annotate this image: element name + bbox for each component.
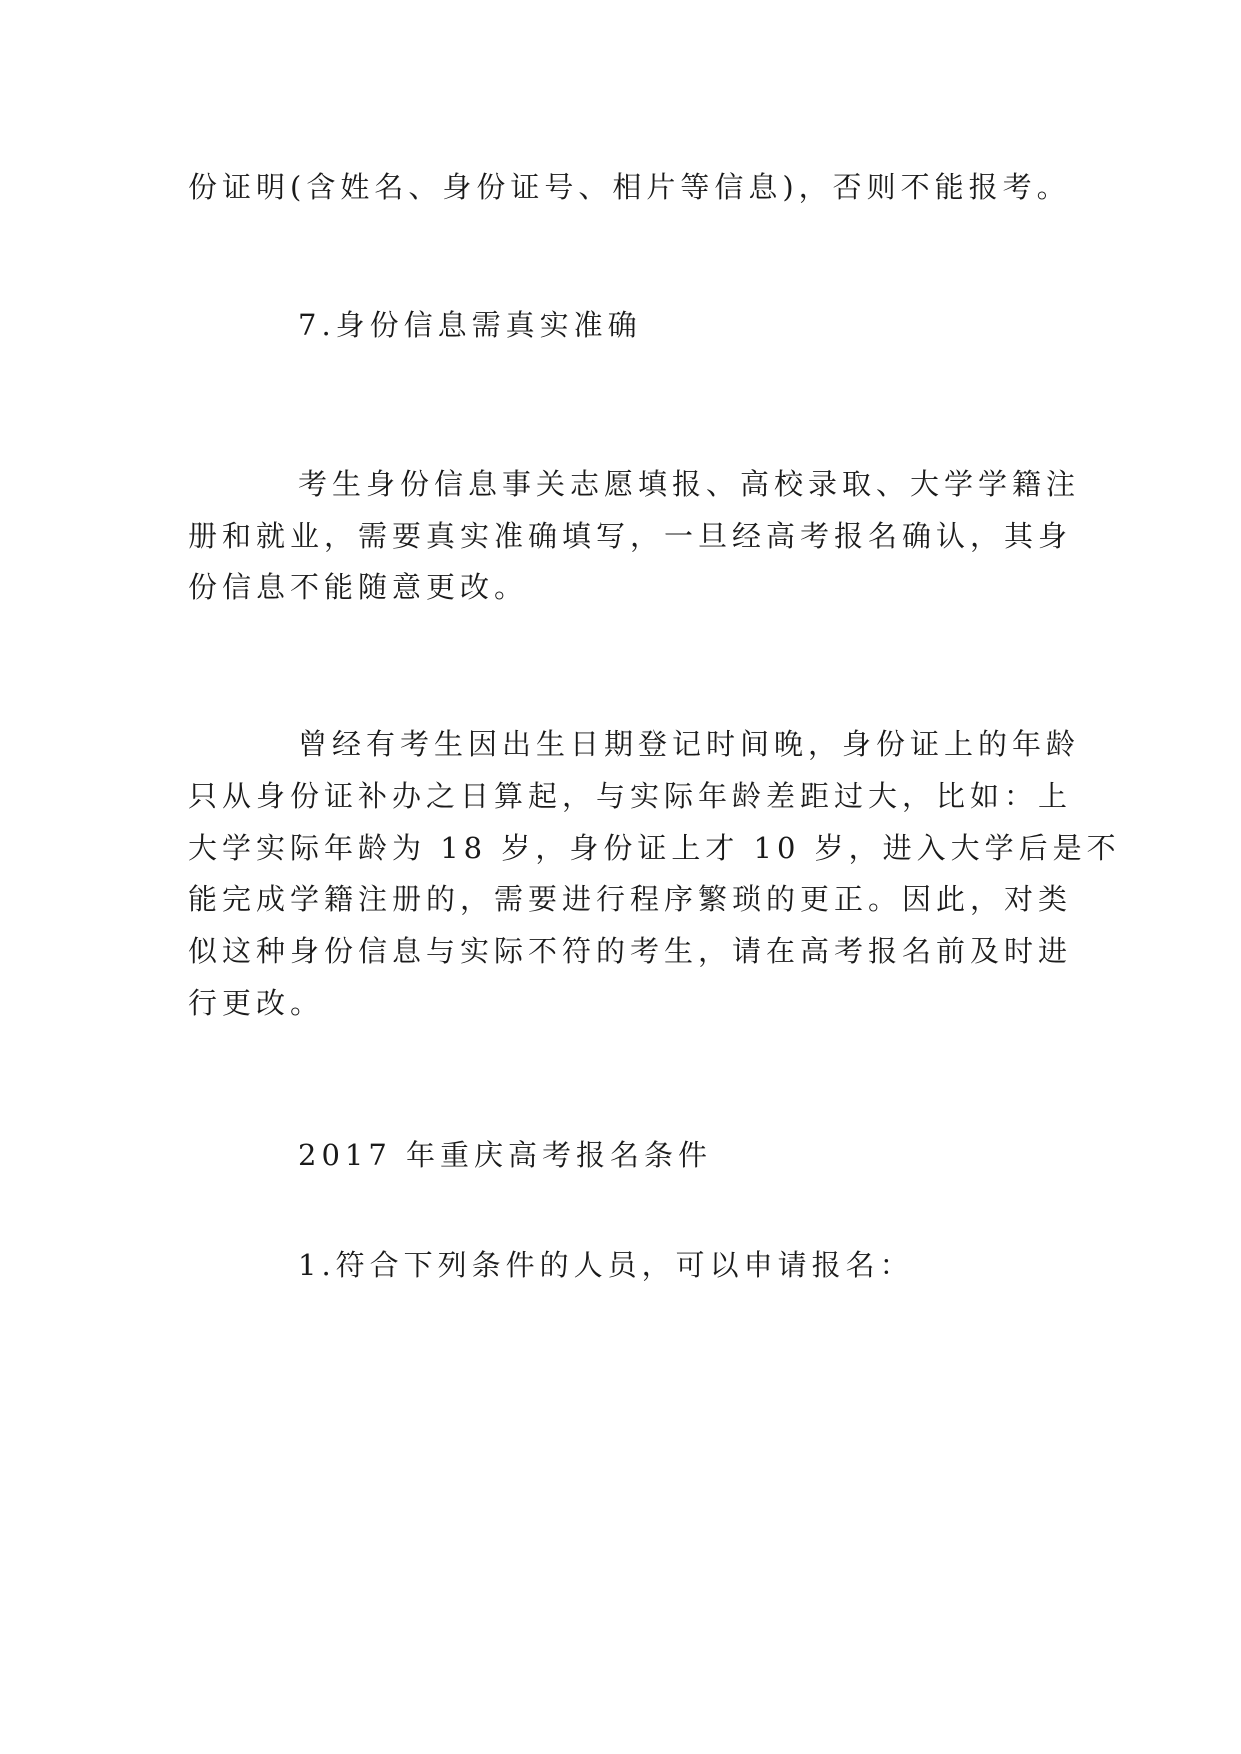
paragraph-id-proof-continued: 份证明(含姓名、身份证号、相片等信息)，否则不能报考。	[188, 170, 1071, 204]
paragraph-line: 只从身份证补办之日算起，与实际年龄差距过大，比如：上	[188, 779, 1073, 813]
paragraph-line: 考生身份信息事关志愿填报、高校录取、大学学籍注	[298, 467, 1081, 501]
heading-2017-chongqing-conditions: 2017 年重庆高考报名条件	[298, 1138, 713, 1172]
paragraph-line: 册和就业，需要真实准确填写，一旦经高考报名确认，其身	[188, 519, 1073, 553]
paragraph-line: 似这种身份信息与实际不符的考生，请在高考报名前及时进	[188, 934, 1073, 968]
paragraph-line: 大学实际年龄为 18 岁，身份证上才 10 岁，进入大学后是不	[188, 831, 1121, 865]
paragraph-line: 曾经有考生因出生日期登记时间晚，身份证上的年龄	[298, 727, 1081, 761]
paragraph-line: 行更改。	[188, 986, 325, 1020]
paragraph-line: 能完成学籍注册的，需要进行程序繁琐的更正。因此，对类	[188, 882, 1073, 916]
paragraph-line: 份信息不能随意更改。	[188, 570, 529, 604]
heading-7-identity-info: 7.身份信息需真实准确	[298, 308, 642, 342]
heading-1-eligibility: 1.符合下列条件的人员，可以申请报名：	[298, 1248, 914, 1282]
